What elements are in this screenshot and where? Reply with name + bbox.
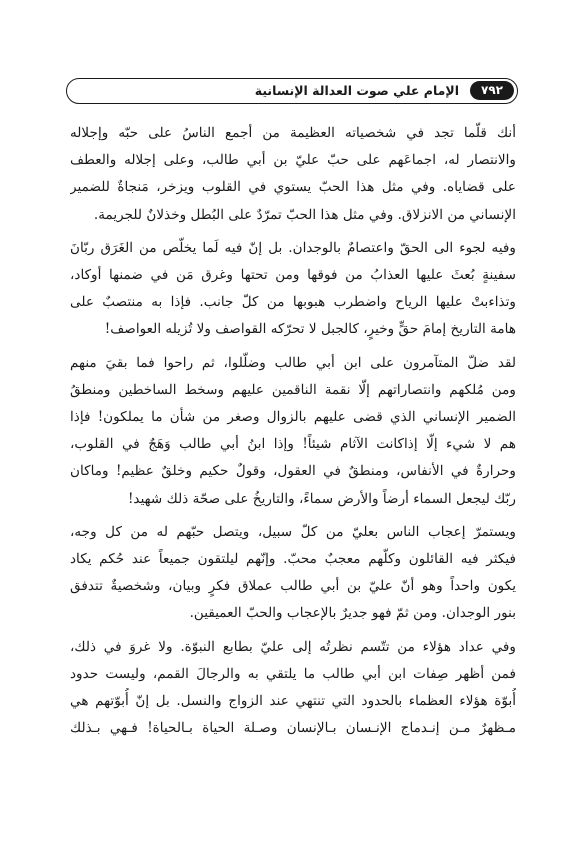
- text-line: هم لا شيء إلّا إذاكانت الآثام شيئاً! وإذا ابنُ أبي طالب وَهَجٌ في القلوب،: [70, 436, 516, 453]
- text-line: وفيه لجوء الى الحقّ واعتصامٌ بالوجدان. بل إنّ فيه لَما يخلّص من الغَرَق ربّانَ: [70, 239, 516, 256]
- text-line: سفينةٍ بُعثَ عليها العذابُ من فوقها ومن تحتها وغرق مَن في ضمنها أوكاد،: [70, 267, 516, 284]
- running-header: [66, 78, 518, 104]
- text-line: ويستمرّ إعجاب الناس بعليّ من كلّ سبيل، ويتصل حبّهم له من كل وجه،: [70, 523, 516, 540]
- text-line: الضمير الإنساني الذي قضى عليهم بالزوال وصغر من شأن ما يملكون! فإذا: [70, 409, 516, 426]
- paragraph: [70, 120, 516, 229]
- text-line: أُبوّة هؤلاء العظماء بالحدود التي تنتهي عند الزواج والنسل. بل إنّ أُبوّتهم هي: [70, 693, 516, 710]
- text-line: على قضاياه. وفي مثل هذا الحبّ يستوي في القلوب ويزخر، مَنجاةٌ للضمير: [70, 179, 516, 196]
- text-line: بنور الوجدان. ومن ثمّ فهو جديرٌ بالإعجاب والحبّ العميقين.: [189, 605, 516, 622]
- text-line: وحرارةٌ في الأنفاس، ومنطقٌ في العقول، وقولٌ حكيم وخلقٌ عظيم! وماكان: [70, 463, 516, 480]
- text-line: الإنساني من الانزلاق. وفي مثل هذا الحبّ تمرّدٌ على البُطل وخذلانٌ للجريمة.: [93, 206, 516, 223]
- text-line: ومن مُلكهم وانتصاراتهم إلّا نقمة الناقمين عليهم وسخط الساخطين ومنطقُ: [70, 381, 516, 398]
- text-line: فمن أظهر صِفات ابن أبي طالب ما يلتقي به والرجالَ القمم، وليست حدود: [70, 665, 516, 682]
- text-line: وتذاءبتْ عليها الرياح واضطرب هبوبها من كلّ جانب. فإذا به منتصبٌ على: [70, 294, 516, 311]
- running-header-title: الإمام علي صوت العدالة الإنسانية: [254, 83, 459, 98]
- text-line: ربّك ليجعل السماء أرضاً والأرض سماءً، والتاريخُ على صحّة ذلك شهيد!: [127, 490, 516, 507]
- text-line: لقد ضلّ المتآمرون على ابن أبي طالب وضلّلوا، ثم راحوا فما بقيَ منهم: [70, 354, 516, 371]
- paragraph: [70, 235, 516, 344]
- text-line: أنك قلّما تجد في شخصياته العظيمة من أجمع الناسُ على حبّه وإجلاله: [70, 125, 516, 141]
- text-line: وفي عداد هؤلاء من تتّسم نظرتُه إلى عليّ بطابع النبوّة. ولا غروَ في ذلك،: [70, 638, 516, 655]
- page-number-badge: ٧٩٢: [470, 81, 514, 100]
- paragraph: [70, 519, 516, 628]
- text-line: والانتصار له، اجماعَهم على حبّ عليّ بن أبي طالب، وعلى إجلاله والعطف: [70, 152, 516, 169]
- body-text: [70, 120, 516, 748]
- text-line: مـظهرٌ مـن إنـدماج الإنـسان بـالإنسان وصـلة الحياة بـالحياة! فـهي بـذلك: [70, 720, 516, 737]
- paragraph: [70, 350, 516, 513]
- paragraph: [70, 634, 516, 743]
- text-line: هامة التاريخ إمامَ حقٍّ وخيرٍ، كالجبل لا تحرّكه القواصف ولا تُزيله العواصف!: [104, 321, 516, 338]
- text-line: يكون واحداً وهو أنّ عليّ بن أبي طالب عملاق فكرٍ وبيان، وشخصيةٌ تتدفق: [70, 578, 516, 595]
- text-line: فيكثر فيه القائلون وكلّهم معجبٌ محبّ. وإنّهم ليلتقون جميعاً عند حُكم يكاد: [70, 551, 516, 568]
